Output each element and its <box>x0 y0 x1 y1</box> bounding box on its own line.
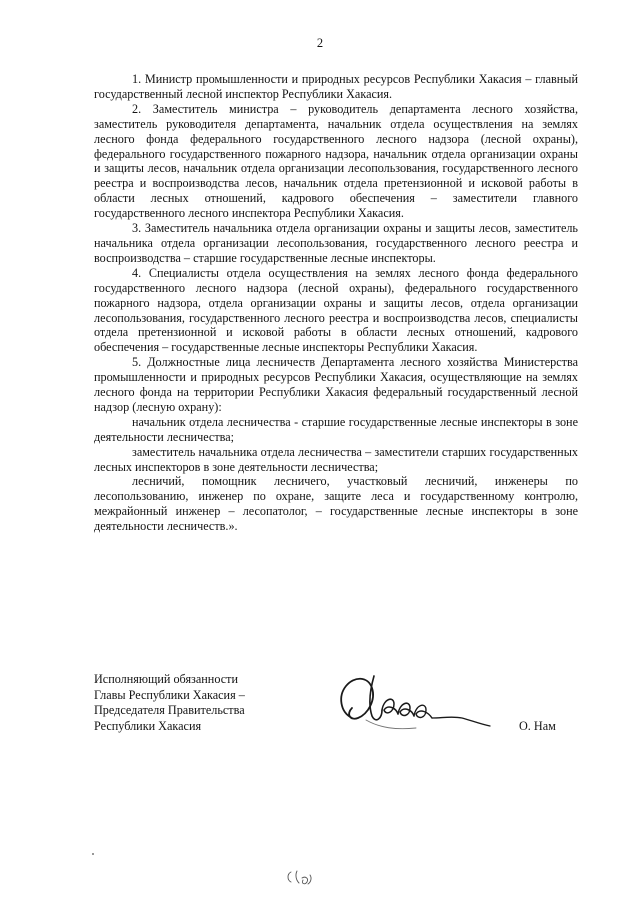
clause-5-item-1: начальник отдела лесничества - старшие государственные лесные инспекторы в зоне деятельности лесничества; <box>94 414 578 444</box>
clause-5-item-2: заместитель начальника отдела лесничества – заместители старших государственных лесных инспекторов в зоне деятельности лесничества; <box>94 444 578 474</box>
clause-5-item-3: лесничий, помощник лесничего, участковый лесничий, инженеры по лесопользованию, инженер по охране, защите леса и государственному контролю, межрайонный инженер – лесопатолог, – государственные лесные инспекторы в зоне деятельности лесничеств.». <box>94 474 578 534</box>
scan-mark <box>283 866 317 888</box>
handwritten-signature <box>330 668 500 740</box>
signatory-title-line-1: Исполняющий обязанности <box>94 672 238 686</box>
clause-4: 4. Специалисты отдела осуществления на землях лесного фонда федерального государственного лесного надзора (лесной охраны), федерального государственного пожарного надзора, отдела организации охраны и защиты лесов, отдела организации лесопользования, государственного лесного реестра и воспроизводства лесов, специалисты отдела претензионной и исковой работы в области лесных отношений, кадрового обеспечения – государственные лесные инспекторы Республики Хакасия. <box>94 265 578 355</box>
clause-1: 1. Министр промышленности и природных ресурсов Республики Хакасия – главный государственный лесной инспектор Республики Хакасия. <box>94 72 578 101</box>
clause-3: 3. Заместитель начальника отдела организации охраны и защиты лесов, заместитель начальника отдела организации лесопользования, государственного лесного реестра и воспроизводства – старшие государственные лесные инспекторы. <box>94 221 578 265</box>
clause-2: 2. Заместитель министра – руководитель департамента лесного хозяйства, заместитель руководителя департамента, начальник отдела осуществления на землях лесного фонда федерального государственного лесного надзора (лесной охраны), федерального государственного пожарного надзора, начальник отдела организации охраны и защиты лесов, начальник отдела организации лесопользования, государственного лесного реестра и воспроизводства лесов, начальник отдела претензионной и исковой работы в области лесных отношений, кадрового обеспечения – заместители главного государственного лесного инспектора Республики Хакасия. <box>94 101 578 221</box>
signer-name: О. Нам <box>519 719 556 733</box>
signatory-title-line-2: Главы Республики Хакасия – <box>94 687 245 702</box>
signatory-title-line-3: Председателя Правительства <box>94 703 245 717</box>
page-number: 2 <box>316 36 324 50</box>
clause-5: 5. Должностные лица лесничеств Департамента лесного хозяйства Министерства промышленности и природных ресурсов Республики Хакасия, осуществляющие на землях лесного фонда на территории Республики Хакасия федеральный государственный лесной надзор (лесную охрану): <box>94 355 578 414</box>
signatory-title-line-4: Республики Хакасия <box>94 718 202 733</box>
scan-speck <box>92 853 94 855</box>
signatory-title <box>94 672 245 734</box>
decree-body <box>94 72 578 534</box>
